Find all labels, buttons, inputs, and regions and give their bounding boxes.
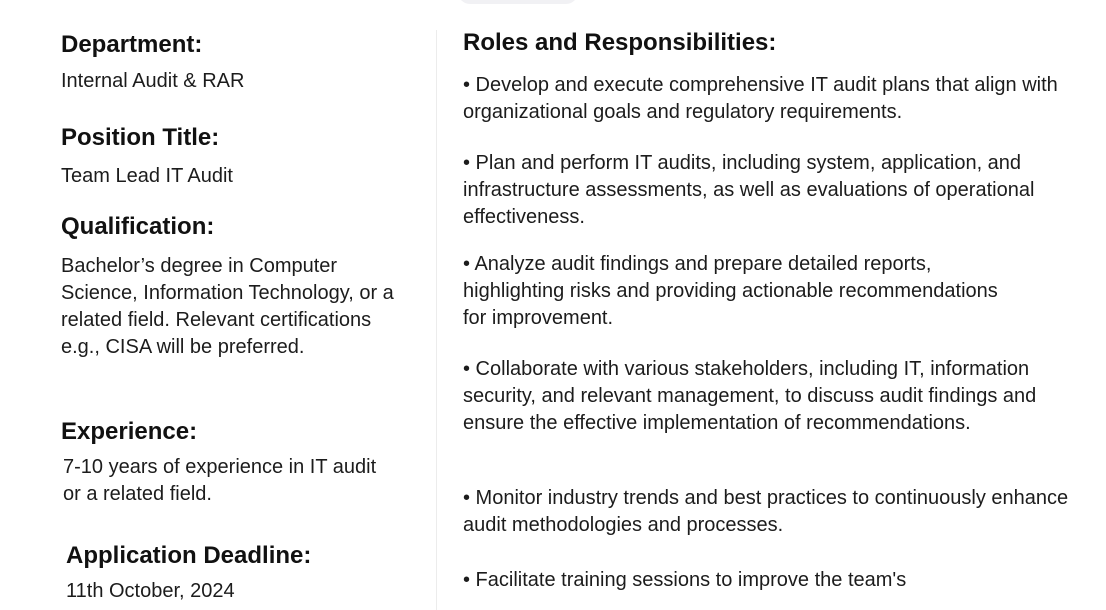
responsibility-item: • Develop and execute comprehensive IT audit plans that align with organizational goals and regulatory requirements. — [463, 74, 1058, 123]
responsibility-item: • Monitor industry trends and best practices to continuously enhance audit methodologies and processes. — [463, 487, 1069, 536]
experience-value: 7-10 years of experience in IT audit or a related field. — [63, 456, 377, 505]
responsibility-item: • Plan and perform IT audits, including system, application, and infrastructure assessments, as well as evaluations of operational effectiveness. — [463, 152, 1035, 228]
responsibility-item: • Collaborate with various stakeholders, including IT, information security, and relevant management, to discuss audit findings and ensure the effective implementation of recommendations. — [463, 358, 1037, 434]
department-heading: Department: — [61, 31, 203, 58]
responsibilities-heading: Roles and Responsibilities: — [463, 29, 777, 56]
deadline-value: 11th October, 2024 — [66, 580, 235, 602]
experience-heading: Experience: — [61, 418, 198, 445]
position-title-value: Team Lead IT Audit — [61, 165, 233, 187]
qualification-value: Bachelor’s degree in Computer Science, Information Technology, or a related field. Relevant certifications e.g., CISA will be preferred. — [61, 255, 394, 358]
deadline-heading: Application Deadline: — [66, 542, 312, 569]
responsibility-item: • Facilitate training sessions to improve the team's — [463, 569, 907, 591]
department-value: Internal Audit & RAR — [61, 70, 245, 92]
position-title-heading: Position Title: — [61, 124, 220, 151]
responsibility-item: • Analyze audit findings and prepare detailed reports, highlighting risks and providing actionable recommendations for improvement. — [463, 253, 998, 329]
column-divider — [436, 30, 437, 610]
top-decoration — [458, 0, 578, 4]
qualification-heading: Qualification: — [61, 213, 215, 240]
